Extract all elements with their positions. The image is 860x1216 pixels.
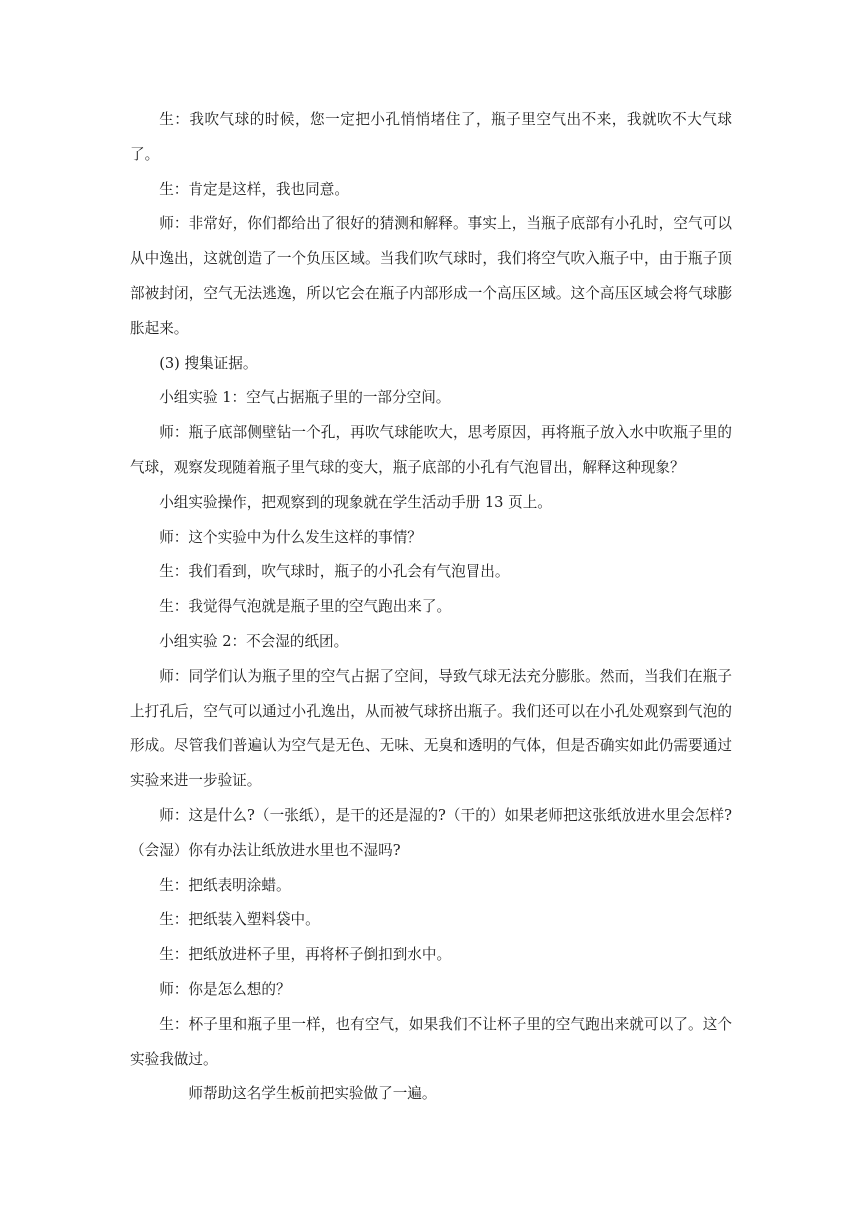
paragraph: 生：肯定是这样，我也同意。 [159, 180, 349, 198]
paragraph: 师：瓶子底部侧壁钻一个孔，再吹气球能吹大，思考原因，再将瓶子放入水中吹瓶子里的气球，观察发现随着瓶子里气球的变大，瓶子底部的小孔有气泡冒出，解释这种现象？ [130, 424, 732, 476]
paragraph: 师：你是怎么想的？ [159, 980, 291, 998]
experiment-heading: 小组实验 2：不会湿的纸团。 [159, 632, 349, 650]
paragraph: 小组实验操作，把观察到的现象就在学生活动手册 13 页上。 [159, 493, 552, 511]
paragraph: 生：把纸表明涂蜡。 [159, 876, 291, 894]
paragraph: 生：把纸放进杯子里，再将杯子倒扣到水中。 [159, 946, 452, 964]
paragraph: 师：非常好，你们都给出了很好的猜测和解释。事实上，当瓶子底部有小孔时，空气可以从中逸出，这就创造了一个负压区域。当我们吹气球时，我们将空气吹入瓶子中，由于瓶子顶部被封闭，空气无法逃逸，所以它会在瓶子内部形成一个高压区域。这个高压区域会将气球膨胀起来。 [130, 215, 732, 337]
paragraph: 生：我们看到，吹气球时，瓶子的小孔会有气泡冒出。 [159, 563, 510, 581]
paragraph: 师帮助这名学生板前把实验做了一遍。 [188, 1085, 437, 1103]
section-heading: (3) 搜集证据。 [159, 354, 258, 372]
paragraph: 生：我觉得气泡就是瓶子里的空气跑出来了。 [159, 598, 452, 616]
paragraph: 生：把纸装入塑料袋中。 [159, 911, 320, 929]
paragraph: 师：同学们认为瓶子里的空气占据了空间，导致气球无法充分膨胀。然而，当我们在瓶子上打孔后，空气可以通过小孔逸出，从而被气球挤出瓶子。我们还可以在小孔处观察到气泡的形成。尽管我们普遍认为空气是无色、无味、无臭和透明的气体，但是否确实如此仍需要通过实验来进一步验证。 [130, 667, 732, 790]
paragraph: 师：这是什么?（一张纸），是干的还是湿的?（干的）如果老师把这张纸放进水里会怎样?（会湿）你有办法让纸放进水里也不湿吗? [130, 806, 732, 859]
paragraph: 生：杯子里和瓶子里一样，也有空气，如果我们不让杯子里的空气跑出来就可以了。这个实验我做过。 [130, 1015, 732, 1068]
experiment-heading: 小组实验 1：空气占据瓶子里的一部分空间。 [159, 389, 451, 407]
document-body [130, 103, 732, 1112]
paragraph: 师：这个实验中为什么发生这样的事情？ [159, 528, 422, 546]
paragraph: 生：我吹气球的时候，您一定把小孔悄悄堵住了，瓶子里空气出不来，我就吹不大气球了。 [130, 111, 732, 163]
